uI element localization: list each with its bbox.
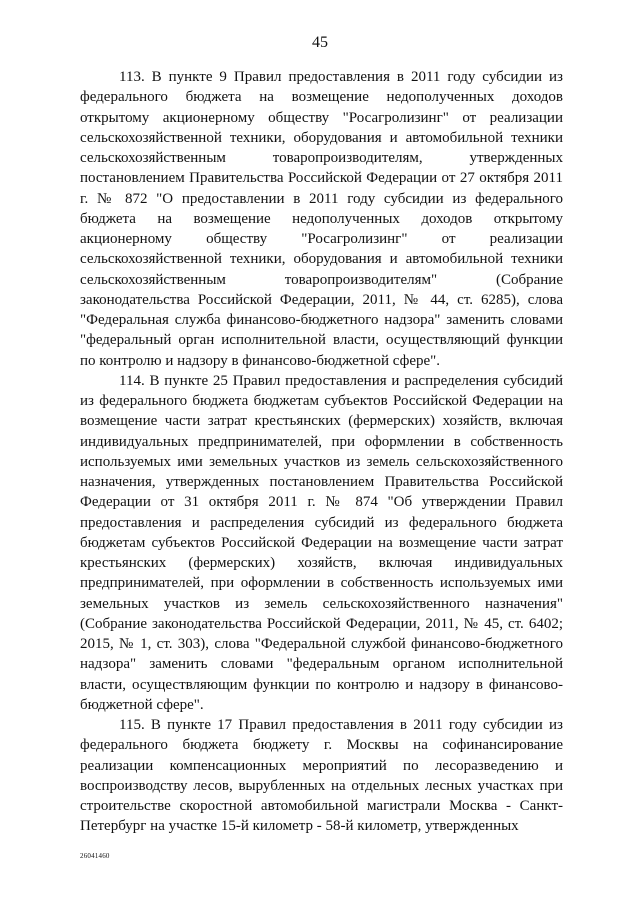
paragraph-114: 114. В пункте 25 Правил предоставления и распределения субсидий из федерального бюджета бюджетам субъектов Российской Федерации на возмещение части затрат крестьянских (фермерских) хозяйств, включая индивидуальных предпринимателей, при оформлении в собственность используемых ими земельных участков из земель сельскохозяйственного назначения, утвержденных постановлением Правительства Российской Федерации от 31 октября 2011 г. № 874 "Об утверждении Правил предоставления и распределения субсидий из федерального бюджета бюджетам субъектов Российской Федерации на возмещение части затрат крестьянских (фермерских) хозяйств, включая индивидуальных предпринимателей, при оформлении в собственность используемых ими земельных участков из земель сельскохозяйственного назначения" (Собрание законодательства Российской Федерации, 2011, № 45, ст. 6402; 2015, № 1, ст. 303), слова "Федеральной службой финансово-бюджетного надзора" заменить словами "федеральным органом исполнительной власти, осуществляющим функции по контролю и надзору в финансово-бюджетной сфере". bbox=[80, 372, 563, 713]
paragraph-115: 115. В пункте 17 Правил предоставления в 2011 году субсидии из федерального бюджета бюджету г. Москвы на софинансирование реализации компенсационных мероприятий по лесоразведению и воспроизводству лесов, вырубленных на отдельных лесных участках при строительстве скоростной автомобильной магистрали Москва - Санкт-Петербург на участке 15-й километр - 58-й километр, утвержденных bbox=[80, 717, 563, 835]
paragraph-113: 113. В пункте 9 Правил предоставления в 2011 году субсидии из федерального бюджета на возмещение недополученных доходов открытому акционерному обществу "Росагролизинг" от реализации сельскохозяйственной техники, оборудования и автомобильной техники сельскохозяйственным товаропроизводителям, утвержденных постановлением Правительства Российской Федерации от 27 октября 2011 г. № 872 "О предоставлении в 2011 году субсидии из федерального бюджета на возмещение недополученных доходов открытому акционерному обществу "Росагролизинг" от реализации сельскохозяйственной техники, оборудования и автомобильной техники сельскохозяйственным товаропроизводителям" (Собрание законодательства Российской Федерации, 2011, № 44, ст. 6285), слова "Федеральная служба финансово-бюджетного надзора" заменить словами "федеральный орган исполнительной власти, осуществляющий функции по контролю и надзору в финансово-бюджетной сфере". bbox=[80, 69, 563, 369]
document-body bbox=[80, 67, 563, 837]
document-code: 26041460 bbox=[80, 852, 110, 860]
page-number: 45 bbox=[312, 34, 328, 51]
